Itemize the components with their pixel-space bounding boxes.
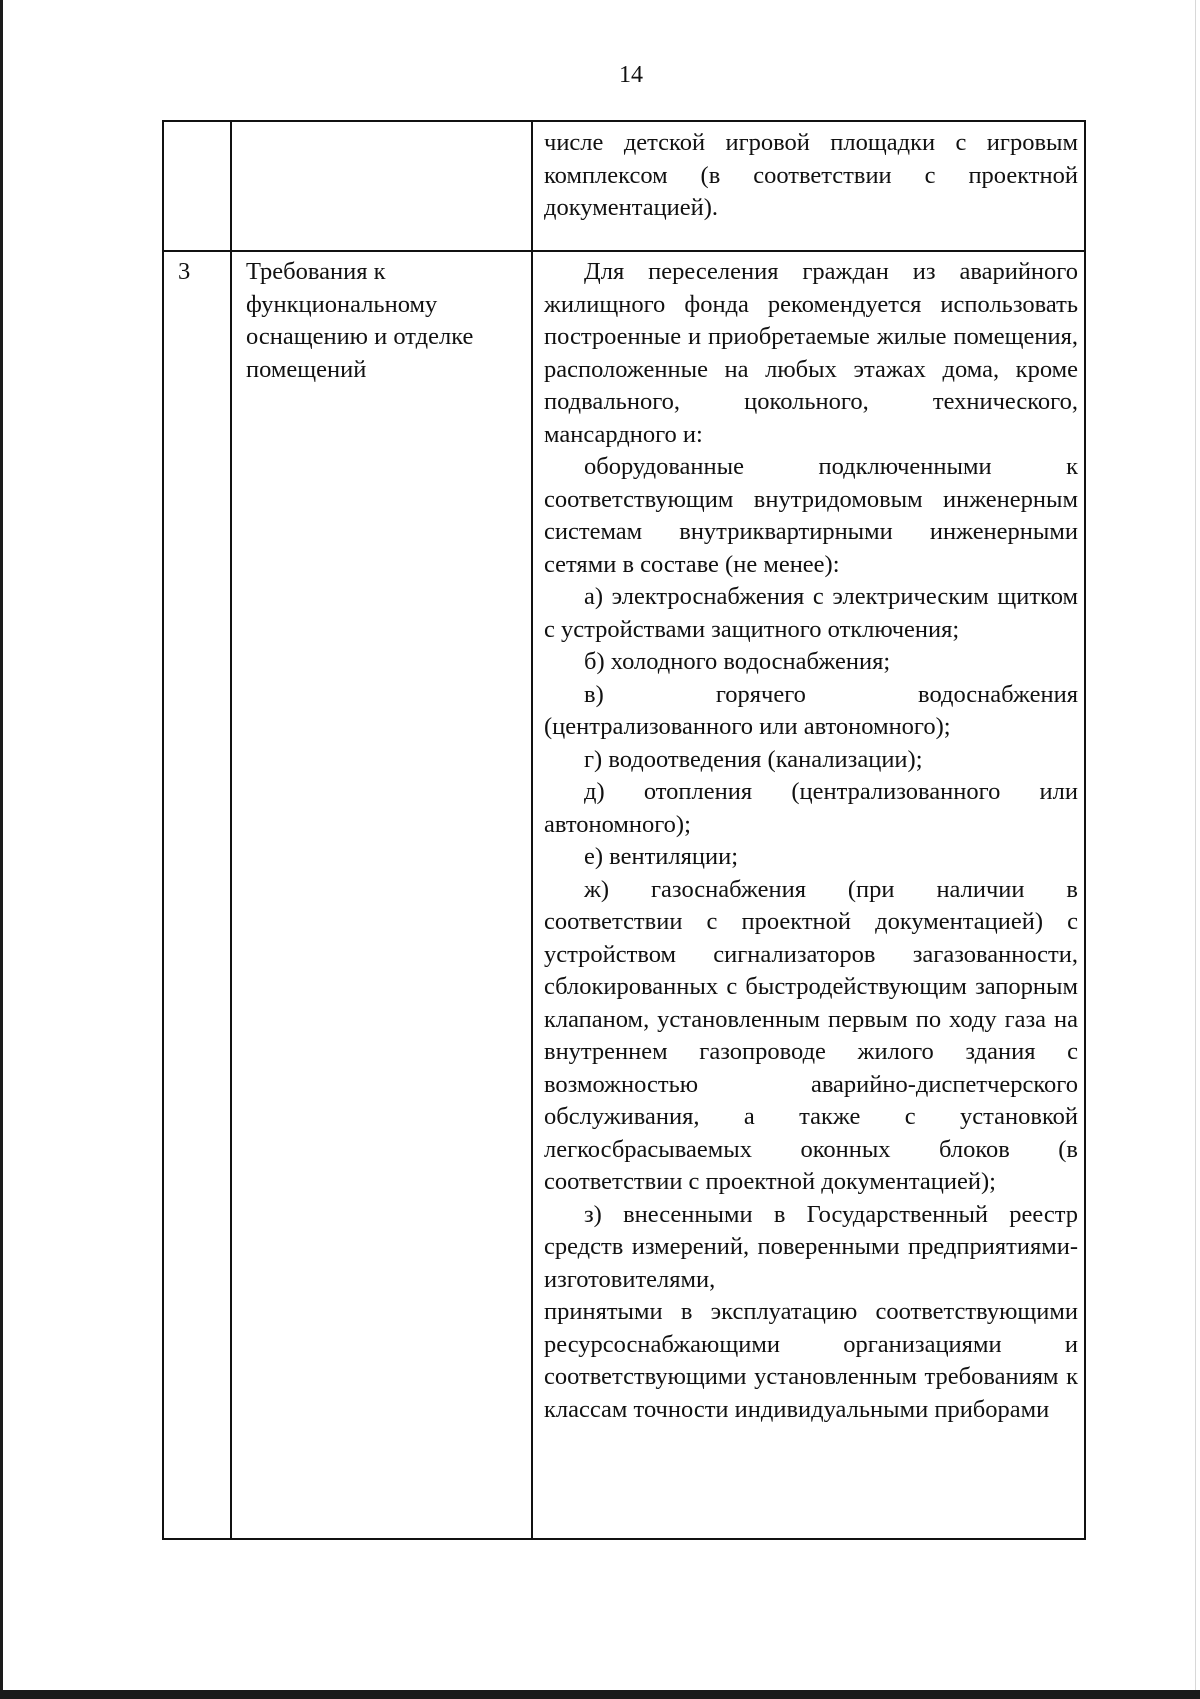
continued-description-cell	[544, 127, 1078, 225]
label-line: Требования к	[246, 258, 386, 285]
description-paragraph: Для переселения граждан из аварийного жилищного фонда рекомендуется использовать построенные и приобретаемые жилые помещения, расположенные на любых этажах дома, кроме подвального, цокольного, технического, мансардного и:	[544, 258, 1078, 448]
continued-paragraph: числе детской игровой площадки с игровым комплексом (в соответствии с проектной документацией).	[544, 129, 1078, 221]
row-divider	[164, 250, 1084, 252]
description-paragraph: принятыми в эксплуатацию соответствующими ресурсоснабжающими организациями и соответствующими установленным требованиям к классам точности индивидуальными приборами	[544, 1298, 1078, 1423]
list-item-d: д) отопления (централизованного или автономного);	[544, 778, 1078, 838]
list-item-g: г) водоотведения (канализации);	[584, 745, 923, 773]
page-number: 14	[619, 62, 643, 88]
label-line: функциональному	[246, 290, 438, 318]
list-item-z: з) внесенными в Государственный реестр средств измерений, поверенными предприятиями-изготовителями,	[544, 1200, 1078, 1293]
scan-edge-left	[0, 0, 3, 1699]
list-item-zh: ж) газоснабжения (при наличии в соответствии с проектной документацией) с устройством сигнализаторов загазованности, сблокированных с быстродействующим запорным клапаном, установленным первым по ходу газа на внутреннем газопроводе жилого здания с возможностью аварийно-диспетчерского обслуживания, а также с установкой легкосбрасываемых оконных блоков (в соответствии с проектной документацией);	[544, 875, 1078, 1195]
label-line: помещений	[246, 355, 367, 383]
list-item-e: е) вентиляции;	[584, 843, 739, 870]
requirements-table	[162, 120, 1086, 1540]
row-number: 3	[178, 258, 191, 285]
description-paragraph: оборудованные подключенными к соответствующим внутридомовым инженерным системам внутриквартирными инженерными сетями в составе (не менее):	[544, 453, 1078, 578]
list-item-a: а) электроснабжения с электрическим щитком с устройствами защитного отключения;	[544, 583, 1078, 643]
scan-edge-bottom	[0, 1690, 1200, 1699]
requirement-label-cell	[246, 256, 526, 386]
requirement-description-cell	[544, 256, 1078, 1426]
column-divider-1	[230, 122, 232, 1538]
list-item-b: б) холодного водоснабжения;	[584, 648, 891, 675]
column-divider-2	[531, 122, 533, 1538]
scan-edge-right	[1195, 0, 1196, 1699]
list-item-v: в) горячего водоснабжения (централизованного или автономного);	[544, 680, 1078, 740]
label-line: оснащению и отделке	[246, 323, 474, 350]
